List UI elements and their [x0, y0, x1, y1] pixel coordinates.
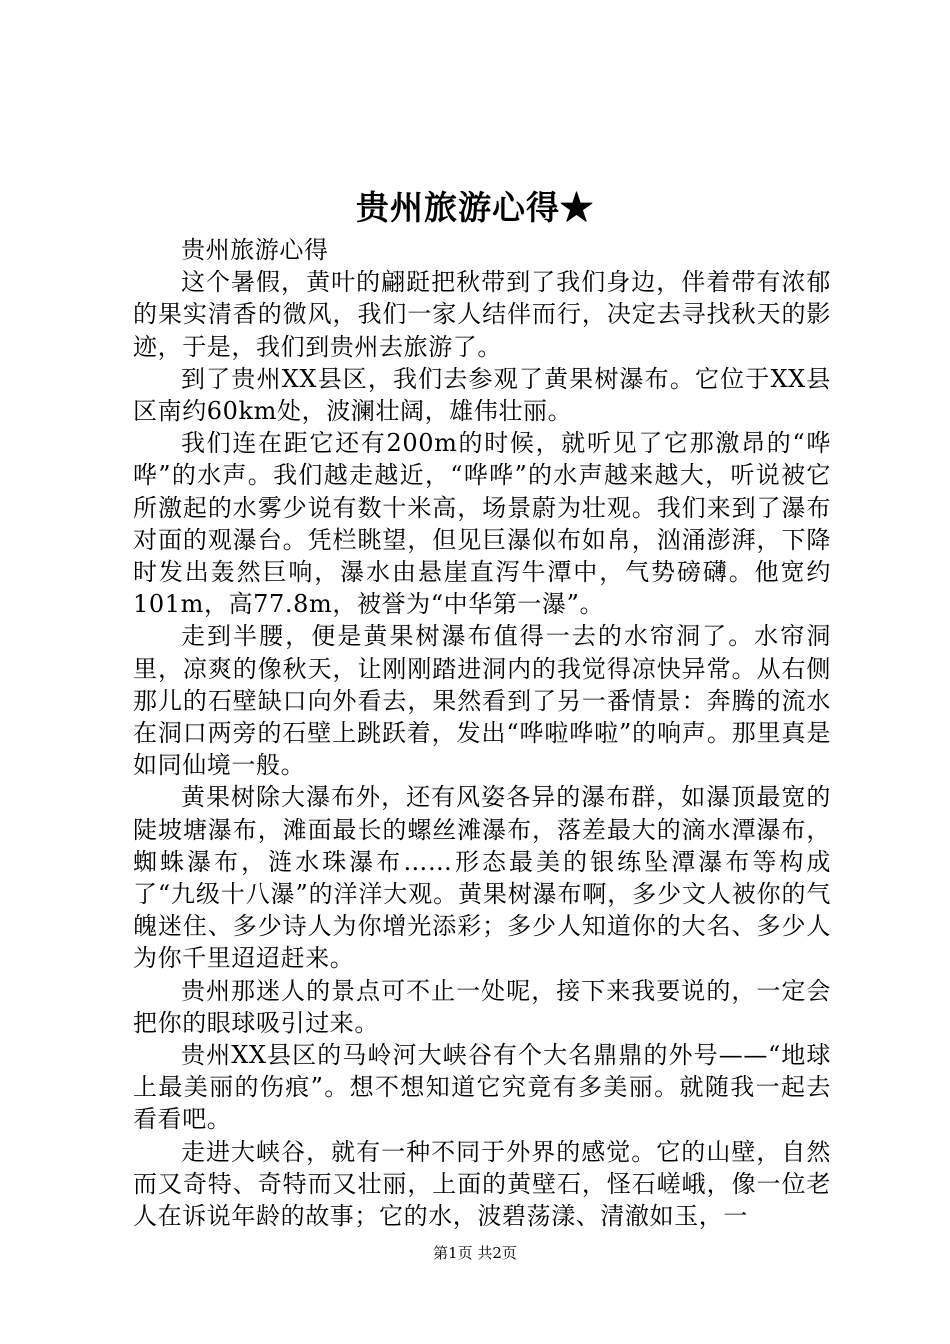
paragraph: 走进大峡谷，就有一种不同于外界的感觉。它的山壁，自然而又奇特、奇特而又壮丽，上面的黄壁石，怪石嵯峨，像一位老人在诉说年龄的故事；它的水，波碧荡漾、清澈如玉，一 — [133, 1137, 831, 1231]
paragraph: 贵州那迷人的景点可不止一处呢，接下来我要说的，一定会把你的眼球吸引过来。 — [133, 976, 831, 1037]
paragraph-subtitle: 贵州旅游心得 — [181, 236, 329, 264]
paragraph: 这个暑假，黄叶的翩跹把秋带到了我们身边，伴着带有浓郁的果实清香的微风，我们一家人结伴而行，决定去寻找秋天的影迹，于是，我们到贵州去旅游了。 — [133, 268, 831, 361]
page-footer: 第1页 共2页 — [433, 1244, 517, 1262]
paragraph: 贵州XX县区的马岭河大峡谷有个大名鼎鼎的外号——“地球上最美丽的伤痕”。想不想知道它究竟有多美丽。就随我一起去看看吧。 — [133, 1041, 831, 1134]
paragraph: 到了贵州XX县区，我们去参观了黄果树瀑布。它位于XX县区南约60km处，波澜壮阔，雄伟壮丽。 — [133, 364, 831, 426]
paragraph: 走到半腰，便是黄果树瀑布值得一去的水帘洞了。水帘洞里，凉爽的像秋天，让刚刚踏进洞内的我觉得凉快异常。从右侧那儿的石壁缺口向外看去，果然看到了另一番情景：奔腾的流水在洞口两旁的石壁上跳跃着，发出“哗啦哗啦”的响声。那里真是如同仙境一般。 — [133, 622, 831, 780]
document-body — [133, 234, 831, 1232]
paragraph: 黄果树除大瀑布外，还有风姿各异的瀑布群，如瀑顶最宽的陡坡塘瀑布，滩面最长的螺丝滩瀑布，落差最大的滴水潭瀑布，蜘蛛瀑布，涟水珠瀑布……形态最美的银练坠潭瀑布等构成了“九级十八瀑”的洋洋大观。黄果树瀑布啊，多少文人被你的气魄迷住、多少诗人为你增光添彩；多少人知道你的大名、多少人为你千里迢迢赶来。 — [133, 783, 831, 973]
document-title: 贵州旅游心得★ — [356, 188, 594, 227]
paragraph: 我们连在距它还有200m的时候，就听见了它那激昂的“哗哗”的水声。我们越走越近，“哗哗”的水声越来越大，听说被它所激起的水雾少说有数十米高，场景蔚为壮观。我们来到了瀑布对面的观瀑台。凭栏眺望，但见巨瀑似布如帛，汹涌澎湃，下降时发出轰然巨响，瀑水由悬崖直泻牛潭中，气势磅礴。他宽约101m，高77.8m，被誉为“中华第一瀑”。 — [133, 429, 831, 619]
